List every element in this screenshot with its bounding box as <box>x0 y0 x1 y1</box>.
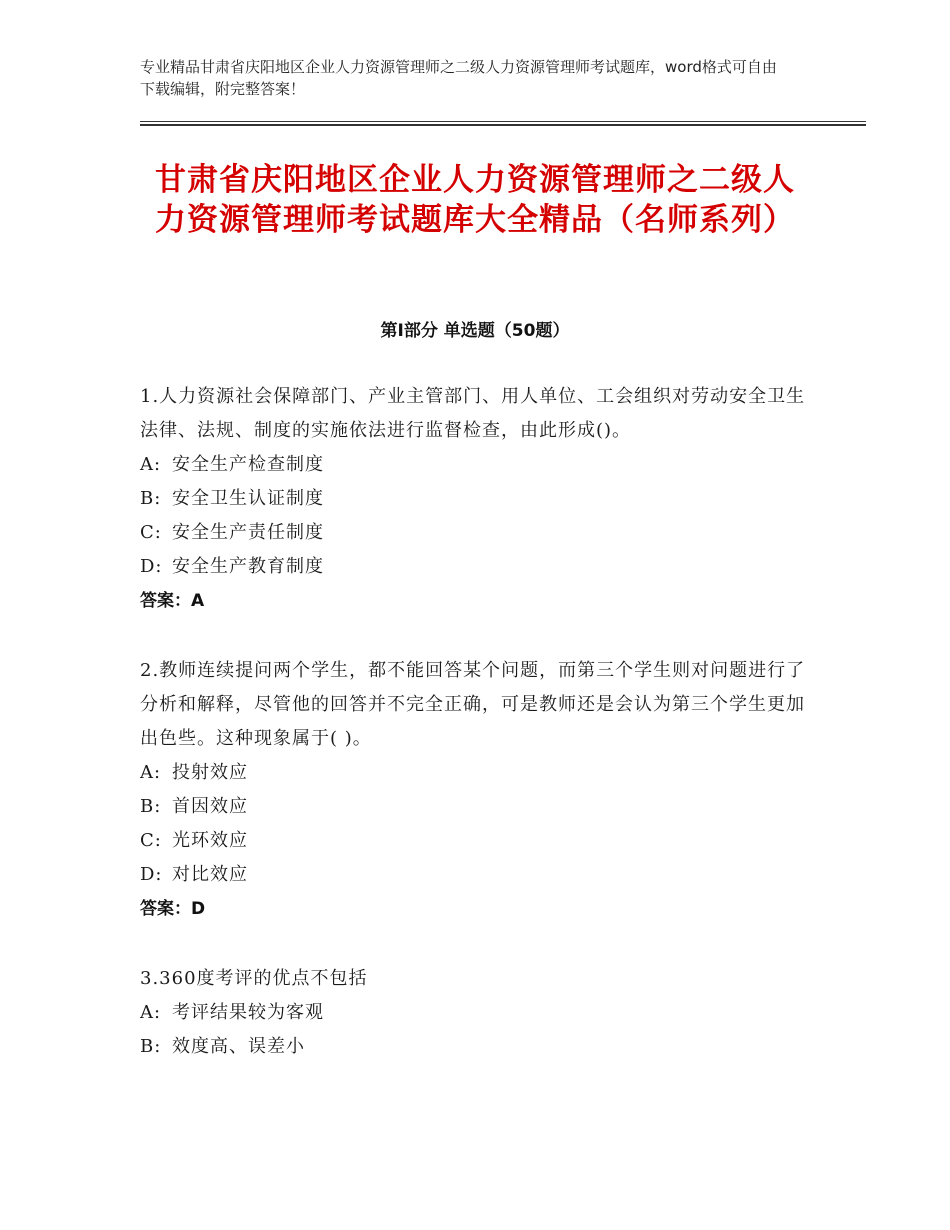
option-text: 投射效应 <box>172 762 248 783</box>
option-text: 考评结果较为客观 <box>172 1002 324 1023</box>
question-stem: 3.360度考评的优点不包括 <box>140 968 368 989</box>
question-stem: 1.人力资源社会保障部门、产业主管部门、用人单位、工会组织对劳动安全卫生法律、法规、制度的实施依法进行监督检查，由此形成()。 <box>140 386 806 441</box>
option-b <box>140 482 810 516</box>
option-letter: A: <box>140 1002 162 1023</box>
option-letter: C: <box>140 830 162 851</box>
option-text: 首因效应 <box>172 796 248 817</box>
question-list <box>140 380 810 1100</box>
option-a <box>140 756 810 790</box>
option-letter: A: <box>140 454 162 475</box>
option-a <box>140 996 810 1030</box>
option-text: 安全生产教育制度 <box>172 556 324 577</box>
option-text: 光环效应 <box>172 830 248 851</box>
option-c <box>140 824 810 858</box>
answer: 答案：A <box>140 591 205 611</box>
option-letter: B: <box>140 796 162 817</box>
option-letter: D: <box>140 556 163 577</box>
option-text: 安全生产责任制度 <box>172 522 324 543</box>
option-letter: C: <box>140 522 162 543</box>
question-stem: 2.教师连续提问两个学生，都不能回答某个问题，而第三个学生则对问题进行了分析和解释，尽管他的回答并不完全正确，可是教师还是会认为第三个学生更加出色些。这种现象属于( )。 <box>140 660 806 749</box>
option-b <box>140 790 810 824</box>
option-text: 安全卫生认证制度 <box>172 488 324 509</box>
header-note: 专业精品甘肃省庆阳地区企业人力资源管理师之二级人力资源管理师考试题库，word格式可自由下载编辑，附完整答案！ <box>140 58 777 98</box>
option-d <box>140 550 810 584</box>
option-d <box>140 858 810 892</box>
header-divider-thick <box>140 124 866 126</box>
option-letter: D: <box>140 864 163 885</box>
answer: 答案：D <box>140 899 206 919</box>
option-b <box>140 1030 810 1064</box>
option-a <box>140 448 810 482</box>
option-letter: B: <box>140 488 162 509</box>
option-letter: A: <box>140 762 162 783</box>
option-text: 效度高、误差小 <box>172 1036 305 1057</box>
option-text: 对比效应 <box>172 864 248 885</box>
option-c <box>140 516 810 550</box>
header-divider-thin <box>140 121 866 122</box>
question-3 <box>140 962 810 1064</box>
option-text: 安全生产检查制度 <box>172 454 324 475</box>
question-2 <box>140 654 810 926</box>
option-letter: B: <box>140 1036 162 1057</box>
section-title: 第Ⅰ部分 单选题（50题） <box>380 321 570 341</box>
question-1 <box>140 380 810 618</box>
document-title: 甘肃省庆阳地区企业人力资源管理师之二级人力资源管理师考试题库大全精品（名师系列） <box>155 162 795 238</box>
